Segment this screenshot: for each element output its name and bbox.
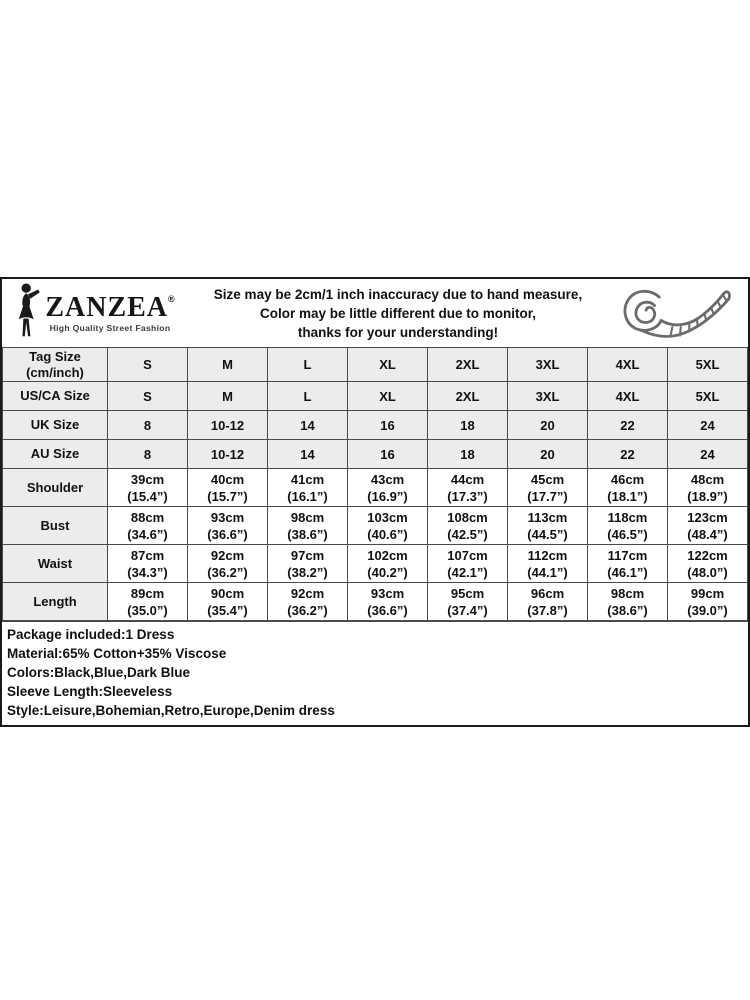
table-row xyxy=(3,348,748,382)
table-row xyxy=(3,583,748,621)
measurement-cell: 88cm (34.6”) xyxy=(108,507,188,545)
measurement-notice xyxy=(188,279,608,347)
brand-logo xyxy=(2,279,188,347)
size-cell: L xyxy=(268,382,348,411)
notice-line-1: Size may be 2cm/1 inch inaccuracy due to hand measure, xyxy=(213,286,583,302)
fashion-woman-silhouette-icon xyxy=(15,282,43,345)
measurement-cell: 48cm (18.9”) xyxy=(668,469,748,507)
size-cell: 24 xyxy=(668,411,748,440)
product-info-sleeve-length: Sleeve Length:Sleeveless xyxy=(7,684,173,699)
size-cell: 16 xyxy=(348,440,428,469)
size-cell: L xyxy=(268,348,348,382)
size-cell: 3XL xyxy=(508,382,588,411)
size-cell: 2XL xyxy=(428,382,508,411)
brand-line xyxy=(45,291,175,323)
table-row xyxy=(3,382,748,411)
measurement-cell: 90cm (35.4”) xyxy=(188,583,268,621)
size-cell: M xyxy=(188,348,268,382)
measurement-cell: 98cm (38.6”) xyxy=(588,583,668,621)
size-cell: 20 xyxy=(508,411,588,440)
size-table xyxy=(2,347,748,621)
notice-line-3: thanks for your understanding! xyxy=(297,324,499,340)
measurement-cell: 45cm (17.7”) xyxy=(508,469,588,507)
size-cell: 18 xyxy=(428,440,508,469)
product-info-colors: Colors:Black,Blue,Dark Blue xyxy=(7,665,191,680)
product-info xyxy=(2,621,748,725)
size-cell: 5XL xyxy=(668,348,748,382)
measurement-cell: 117cm (46.1”) xyxy=(588,545,668,583)
table-row xyxy=(3,507,748,545)
size-chart-panel xyxy=(0,277,750,727)
size-cell: 14 xyxy=(268,411,348,440)
size-cell: 5XL xyxy=(668,382,748,411)
measurement-cell: 41cm (16.1”) xyxy=(268,469,348,507)
size-cell: M xyxy=(188,382,268,411)
measuring-tape-icon xyxy=(608,279,748,347)
measurement-cell: 113cm (44.5”) xyxy=(508,507,588,545)
row-label: Length xyxy=(3,583,108,621)
size-cell: XL xyxy=(348,382,428,411)
measurement-cell: 122cm (48.0”) xyxy=(668,545,748,583)
measurement-cell: 44cm (17.3”) xyxy=(428,469,508,507)
size-cell: 10-12 xyxy=(188,440,268,469)
measurement-cell: 107cm (42.1”) xyxy=(428,545,508,583)
size-table-body xyxy=(3,348,748,621)
measurement-cell: 118cm (46.5”) xyxy=(588,507,668,545)
measurement-cell: 39cm (15.4”) xyxy=(108,469,188,507)
size-cell: 3XL xyxy=(508,348,588,382)
brand-name: ZANZEA xyxy=(45,291,169,323)
size-cell: 4XL xyxy=(588,382,668,411)
measurement-cell: 98cm (38.6”) xyxy=(268,507,348,545)
size-cell: 20 xyxy=(508,440,588,469)
size-cell: 22 xyxy=(588,411,668,440)
measurement-cell: 103cm (40.6”) xyxy=(348,507,428,545)
size-cell: 2XL xyxy=(428,348,508,382)
measurement-cell: 92cm (36.2”) xyxy=(268,583,348,621)
measurement-cell: 97cm (38.2”) xyxy=(268,545,348,583)
size-cell: 8 xyxy=(108,411,188,440)
size-cell: XL xyxy=(348,348,428,382)
row-label: US/CA Size xyxy=(3,382,108,411)
row-label: UK Size xyxy=(3,411,108,440)
table-row xyxy=(3,440,748,469)
measurement-cell: 93cm (36.6”) xyxy=(188,507,268,545)
row-label: Tag Size (cm/inch) xyxy=(3,348,108,382)
measurement-cell: 108cm (42.5”) xyxy=(428,507,508,545)
size-cell: 4XL xyxy=(588,348,668,382)
row-label: Shoulder xyxy=(3,469,108,507)
table-row xyxy=(3,411,748,440)
size-cell: S xyxy=(108,348,188,382)
measurement-cell: 43cm (16.9”) xyxy=(348,469,428,507)
measurement-cell: 89cm (35.0”) xyxy=(108,583,188,621)
size-cell: 16 xyxy=(348,411,428,440)
size-cell: 10-12 xyxy=(188,411,268,440)
measurement-cell: 92cm (36.2”) xyxy=(188,545,268,583)
product-info-style: Style:Leisure,Bohemian,Retro,Europe,Denim dress xyxy=(7,703,335,718)
measurement-cell: 112cm (44.1”) xyxy=(508,545,588,583)
measurement-cell: 95cm (37.4”) xyxy=(428,583,508,621)
size-cell: 24 xyxy=(668,440,748,469)
size-cell: 8 xyxy=(108,440,188,469)
product-info-material: Material:65% Cotton+35% Viscose xyxy=(7,646,227,661)
measurement-cell: 99cm (39.0”) xyxy=(668,583,748,621)
product-info-package: Package included:1 Dress xyxy=(7,627,175,642)
size-cell: 18 xyxy=(428,411,508,440)
measurement-cell: 93cm (36.6”) xyxy=(348,583,428,621)
row-label: Waist xyxy=(3,545,108,583)
row-label: Bust xyxy=(3,507,108,545)
table-row xyxy=(3,469,748,507)
measurement-cell: 96cm (37.8”) xyxy=(508,583,588,621)
header-band xyxy=(2,279,748,347)
brand-tagline: High Quality Street Fashion xyxy=(49,322,171,333)
size-cell: 22 xyxy=(588,440,668,469)
notice-line-2: Color may be little different due to monitor, xyxy=(259,305,537,321)
measurement-cell: 46cm (18.1”) xyxy=(588,469,668,507)
size-cell: S xyxy=(108,382,188,411)
measurement-cell: 102cm (40.2”) xyxy=(348,545,428,583)
measurement-cell: 87cm (34.3”) xyxy=(108,545,188,583)
row-label: AU Size xyxy=(3,440,108,469)
registered-trademark: ® xyxy=(168,293,175,304)
measurement-cell: 40cm (15.7”) xyxy=(188,469,268,507)
size-cell: 14 xyxy=(268,440,348,469)
measurement-cell: 123cm (48.4”) xyxy=(668,507,748,545)
table-row xyxy=(3,545,748,583)
